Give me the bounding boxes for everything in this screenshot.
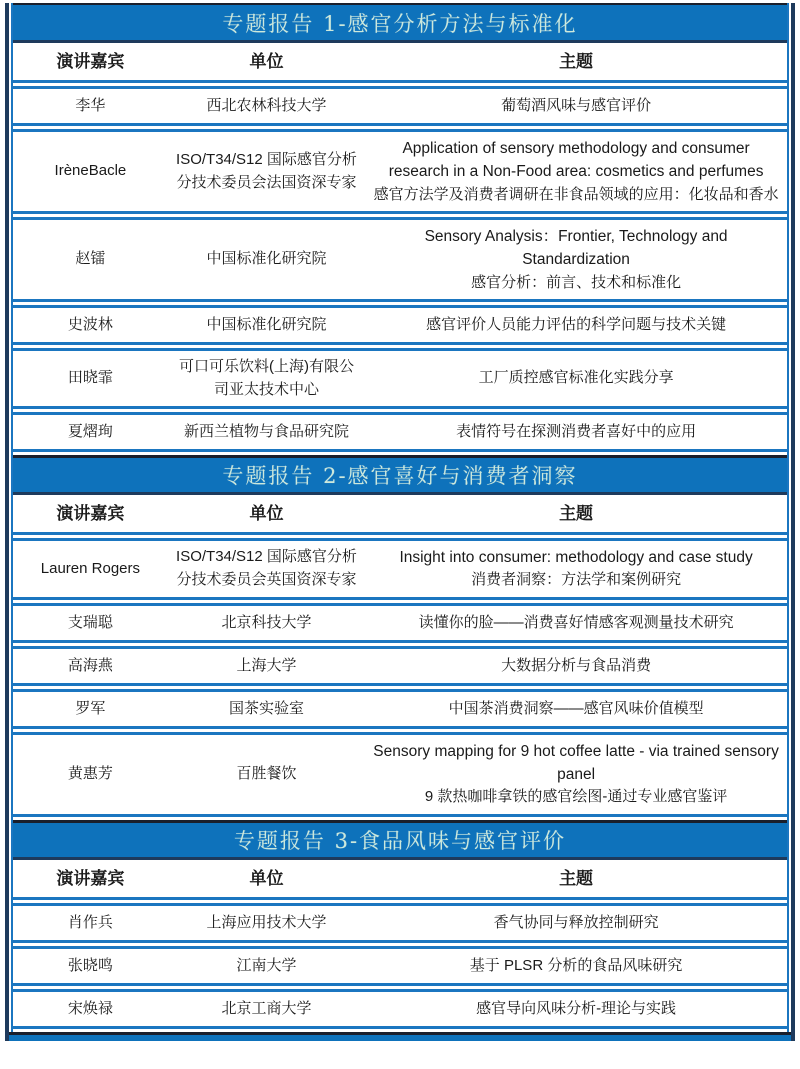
speaker-cell: 田晓霏 [67,369,113,387]
speaker-cell: 肖作兵 [67,913,113,931]
org-cell: 国茶实验室 [228,699,304,717]
org-cell: 北京工商大学 [221,999,312,1017]
topic-line: 工厂质控感官标准化实践分享 [478,369,674,387]
table-row [13,732,787,817]
topic-cell [365,132,787,211]
topic-line: 香气协同与释放控制研究 [493,913,659,931]
topic-line: 消费者洞察：方法学和案例研究 [471,571,682,589]
topic-line: 中国茶消费洞察——感官风味价值模型 [448,699,704,717]
table-bottom-border [9,1032,791,1041]
table-row [13,989,787,1029]
speaker-cell: 宋焕禄 [67,999,113,1017]
speaker-cell: 史波林 [67,315,113,333]
program-section [13,820,787,1032]
speaker-cell: 赵镭 [75,250,106,268]
section-rows [13,495,787,820]
topic-line: Sensory Analysis：Frontier, Technology and Standardization [424,228,728,269]
table-row [13,305,787,345]
table-row [13,217,787,302]
topic-cell [365,735,787,814]
org-cell: 可口可乐饮料(上海)有限公司亚太技术中心 [178,358,354,398]
program-section [13,3,787,455]
column-header-speaker: 演讲嘉宾 [56,868,125,888]
speaker-cell: IrèneBacle [54,162,127,180]
topic-line: 感官方法学及消费者调研在非食品领域的应用：化妆品和香水 [373,185,779,203]
column-header-topic: 主题 [559,868,594,888]
table-row [13,646,787,686]
topic-line: 大数据分析与食品消费 [501,656,652,674]
topic-cell [365,906,787,940]
table-row [13,538,787,600]
column-header-speaker: 演讲嘉宾 [56,503,125,523]
org-cell: 中国标准化研究院 [206,315,327,333]
speaker-cell: Lauren Rogers [40,559,141,577]
section-title: 专题报告 2-感官喜好与消费者洞察 [222,464,578,488]
table-row [13,129,787,214]
speaker-cell: 高海燕 [67,656,113,674]
program-table-body [11,3,789,1032]
topic-cell [365,992,787,1026]
speaker-cell: 罗军 [75,699,106,717]
table-row [13,86,787,126]
org-cell: ISO/T34/S12 国际感官分析分技术委员会英国资深专家 [176,548,357,588]
org-cell: 上海应用技术大学 [206,913,327,931]
column-header-row [13,860,787,900]
section-header [13,3,787,43]
section-rows [13,860,787,1032]
column-header-org: 单位 [249,503,284,523]
program-table [5,3,795,1041]
org-cell: 西北农林科技大学 [206,96,327,114]
topic-line: 基于 PLSR 分析的食品风味研究 [469,956,683,974]
section-rows [13,43,787,455]
topic-line: Sensory mapping for 9 hot coffee latte - via trained sensory panel [373,742,779,783]
column-header-org: 单位 [249,51,284,71]
section-title: 专题报告 1-感官分析方法与标准化 [222,11,578,36]
table-row [13,412,787,452]
section-header [13,820,787,860]
org-cell: 百胜餐饮 [236,765,297,782]
org-cell: 新西兰植物与食品研究院 [183,422,349,440]
topic-line: 感官评价人员能力评估的科学问题与技术关键 [426,315,727,333]
topic-cell [365,541,787,597]
org-cell: 北京科技大学 [221,613,312,631]
topic-cell [365,649,787,683]
topic-line: 感官分析：前言、技术和标准化 [471,273,682,291]
table-row [13,603,787,643]
column-header-topic: 主题 [559,51,594,71]
speaker-cell: 夏熠珣 [67,422,113,440]
column-header-speaker: 演讲嘉宾 [56,51,125,71]
org-cell: 上海大学 [236,656,297,674]
table-row [13,903,787,943]
topic-line: Application of sensory methodology and consumer research in a Non-Food area: cosmetics and perfumes [388,140,764,181]
column-header-org: 单位 [249,868,284,888]
section-title: 专题报告 3-食品风味与感官评价 [233,828,567,853]
column-header-row [13,495,787,535]
topic-cell [365,415,787,449]
table-row [13,946,787,986]
speaker-cell: 支瑞聪 [67,613,113,631]
topic-cell [365,89,787,123]
table-row [13,689,787,729]
topic-line: 读懂你的脸——消费喜好情感客观测量技术研究 [418,613,734,631]
topic-line: 表情符号在探测消费者喜好中的应用 [456,422,697,440]
topic-cell [365,351,787,406]
topic-cell [365,606,787,640]
topic-line: Insight into consumer: methodology and case study [399,549,753,566]
column-header-topic: 主题 [559,503,594,523]
speaker-cell: 黄惠芳 [67,765,113,782]
topic-cell [365,308,787,342]
topic-line: 葡萄酒风味与感官评价 [501,96,652,114]
org-cell: ISO/T34/S12 国际感官分析分技术委员会法国资深专家 [176,151,357,191]
topic-cell [365,220,787,299]
topic-cell [365,949,787,983]
program-section [13,455,787,820]
table-row [13,348,787,409]
org-cell: 江南大学 [236,956,297,974]
org-cell: 中国标准化研究院 [206,250,327,268]
topic-line: 9 款热咖啡拿铁的感官绘图-通过专业感官鉴评 [424,788,728,806]
topic-line: 感官导向风味分析-理论与实践 [476,999,677,1017]
speaker-cell: 张晓鸣 [67,956,113,974]
speaker-cell: 李华 [75,96,106,114]
column-header-row [13,43,787,83]
topic-cell [365,692,787,726]
section-header [13,455,787,495]
